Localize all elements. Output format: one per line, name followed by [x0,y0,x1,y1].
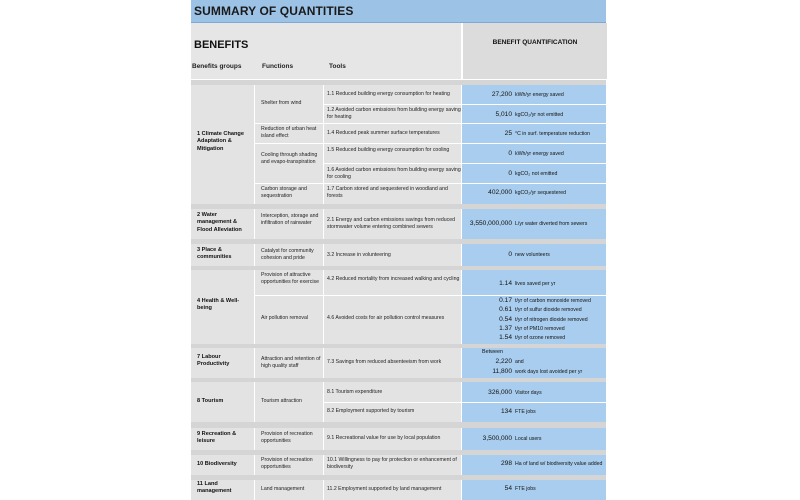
tool-1-6: 1.6 Avoided carbon emissions from building energy saving for cooling [327,167,461,181]
group-cell-land [191,480,254,500]
group-cell-water [191,209,254,239]
tool-4-2: 4.2 Reduced mortality from increased walking and cycling [327,276,460,282]
function-wind: Shelter from wind [261,100,302,106]
row-divider [324,402,606,403]
unit-1-7: kgCO₂/yr sequestered [515,190,567,196]
unit-so2: t/yr of sulfur dioxide removed [515,307,582,313]
unit-1-1: kWh/yr energy saved [515,92,564,98]
function-tourism: Tourism attraction [261,398,302,404]
value-cell-biodiversity [462,455,606,475]
unit-7-3: work days lost avoided per yr [515,369,583,375]
row-divider [324,163,606,164]
value-cell-health [462,270,606,344]
unit-ozone: t/yr of ozone removed [515,335,566,341]
value-1-7: 402,000 [488,189,512,196]
function-cell-biodiversity [255,455,323,475]
labour-and: and [515,359,524,365]
group-label-health: 4 Health & Well-being [197,298,240,312]
value-1-5: 0 [508,150,512,157]
group-cell-labour [191,348,254,378]
tool-2-1: 2.1 Energy and carbon emissions savings from reduced stormwater volume entering combined sewers [327,217,456,231]
function-biodiversity: Provision of recreation opportunities [261,457,313,471]
group-label-water: 2 Water management & Flood Alleviation [197,212,242,233]
col-header-functions: Functions [262,63,294,70]
unit-co: t/yr of carbon monoxide removed [515,298,591,304]
function-cell-recreation [255,428,323,450]
value-8-1: 326,000 [488,389,512,396]
function-labour: Attraction and retention of high quality staff [261,356,321,370]
function-cell-climate [255,85,323,204]
unit-8-1: Visitor days [515,390,542,396]
tool-1-1: 1.1 Reduced building energy consumption for heating [327,91,450,97]
unit-10-1: Ha of land w/ biodiversity value added [515,461,603,467]
function-water: Interception, storage and infiltration of rainwater [261,213,319,227]
unit-1-4: °C in surf. temperature reduction [515,131,591,137]
row-divider [255,295,606,296]
tool-3-2: 3.2 Increase in volunteering [327,252,391,258]
row-divider [255,123,606,124]
value-ozone: 1.54 [499,334,512,341]
group-label-land: 11 Land management [197,481,232,495]
value-cell-recreation [462,428,606,450]
function-cooling: Cooling through shading and evapo-transpiration [261,152,318,166]
tools-cell-recreation [324,428,461,450]
unit-4-2: lives saved per yr [515,281,556,287]
function-cell-place [255,244,323,266]
group-cell-climate [191,85,254,204]
value-pm10: 1.37 [499,325,512,332]
tool-4-6: 4.6 Avoided costs for air pollution control measures [327,315,445,321]
value-cell-water [462,209,606,239]
tool-9-1: 9.1 Recreational value for use by local population [327,435,441,441]
group-label-place: 3 Place & communities [197,247,232,261]
function-place: Catalyst for community cohesion and pride [261,248,314,262]
value-3-2: 0 [508,251,512,258]
value-10-1: 298 [500,460,512,467]
col-header-tools: Tools [329,63,346,70]
tool-8-1: 8.1 Tourism expenditure [327,389,383,395]
benefit-quantification-heading: BENEFIT QUANTIFICATION [492,39,578,46]
value-1-4: 25 [504,130,512,137]
value-1-1: 27,200 [491,91,512,98]
tools-cell-labour [324,348,461,378]
value-11-2: 54 [504,485,512,492]
labour-between: Between [482,349,503,355]
group-label-labour: 7 Labour Productivity [197,354,230,368]
function-recreation: Provision of recreation opportunities [261,431,313,445]
function-cell-labour [255,348,323,378]
tool-7-3: 7.3 Savings from reduced absenteeism from work [327,359,442,365]
value-cell-labour [462,348,606,378]
function-land: Land management [261,486,305,492]
value-no2: 0.54 [499,316,512,323]
group-label-recreation: 9 Recreation & leisure [197,431,237,445]
unit-1-5: kWh/yr energy saved [515,151,564,157]
group-label-biodiversity: 10 Biodiversity [197,461,237,467]
function-heat-island: Reduction of urban heat island effect [261,126,317,140]
value-cell-place [462,244,606,266]
function-cell-water [255,209,323,239]
tools-cell-place [324,244,461,266]
unit-3-2: new volunteers [515,252,550,258]
value-co: 0.17 [499,297,512,304]
title-bar [191,0,606,23]
unit-pm10: t/yr of PM10 removed [515,326,565,332]
header-left [191,23,461,79]
group-cell-tourism [191,382,254,422]
value-2-1: 3,550,000,000 [469,220,512,227]
function-cell-health [255,270,323,344]
page-title: SUMMARY OF QUANTITIES [194,4,354,18]
group-label-tourism: 8 Tourism [197,398,224,404]
value-4-2: 1.14 [499,280,512,287]
tools-cell-land [324,480,461,500]
row-divider [324,104,606,105]
unit-1-2: kgCO₂/yr not emitted [515,112,564,118]
function-cell-land [255,480,323,500]
value-8-2: 134 [500,408,512,415]
function-air-pollution: Air pollution removal [261,315,308,321]
tool-1-4: 1.4 Reduced peak summer surface temperatures [327,130,440,136]
unit-no2: t/yr of nitrogen dioxide removed [515,317,588,323]
value-cell-land [462,480,606,500]
group-cell-place [191,244,254,266]
tools-cell-biodiversity [324,455,461,475]
unit-1-6: kgCO₂ not emitted [515,171,558,177]
value-cell-climate [462,85,606,204]
unit-8-2: FTE jobs [515,409,536,415]
group-label-climate: 1 Climate Change Adaptation & Mitigation [197,131,244,152]
value-1-2: 5,010 [495,111,512,118]
summary-sheet [191,0,606,500]
col-header-groups: Benefits groups [192,63,242,70]
row-divider [255,143,606,144]
group-cell-recreation [191,428,254,450]
value-9-1: 3,500,000 [482,435,512,442]
tool-1-2: 1.2 Avoided carbon emissions from building energy saving for heating [327,107,461,121]
tools-cell-water [324,209,461,239]
value-1-6: 0 [508,170,512,177]
group-cell-health [191,270,254,344]
function-cell-tourism [255,382,323,422]
tool-1-7: 1.7 Carbon stored and sequestered in woodland and forests [327,186,448,200]
tool-10-1: 10.1 Willingness to pay for protection or enhancement of biodiversity [327,457,457,471]
value-so2: 0.61 [499,306,512,313]
unit-9-1: Local users [515,436,542,442]
unit-2-1: L/yr water diverted from sewers [515,221,588,227]
tools-cell-health [324,270,461,344]
tool-11-2: 11.2 Employment supported by land management [327,486,442,492]
tool-8-2: 8.2 Employment supported by tourism [327,408,415,414]
group-cell-biodiversity [191,455,254,475]
value-7-3-high: 11,800 [492,368,512,375]
value-7-3-low: 2,220 [495,358,512,365]
unit-11-2: FTE jobs [515,486,536,492]
benefits-heading: BENEFITS [194,39,249,51]
header-right [462,23,607,79]
tools-cell-climate [324,85,461,204]
tool-1-5: 1.5 Reduced building energy consumption for cooling [327,147,450,153]
row-divider [255,183,606,184]
function-exercise: Provision of attractive opportunities for exercise [261,272,319,286]
function-carbon: Carbon storage and sequestration [261,186,307,200]
